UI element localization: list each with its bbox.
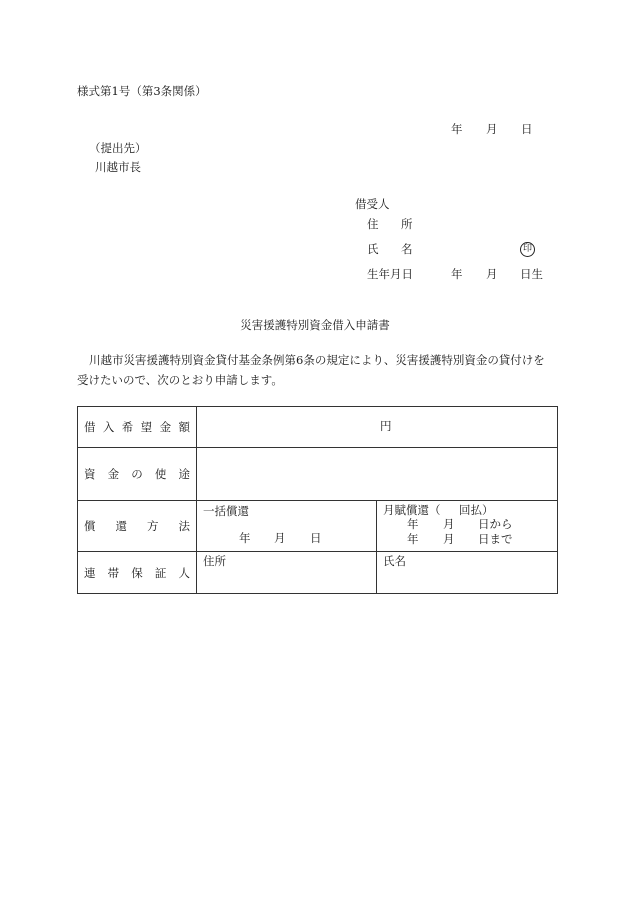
form-number: 様式第1号（第3条関係） xyxy=(77,84,207,98)
repayment-method-label: 償 還 方 法 xyxy=(78,501,197,552)
recipient-name: 川越市長 xyxy=(95,160,141,174)
to-month: 月 xyxy=(443,532,455,546)
to-year: 年 xyxy=(407,532,419,546)
lump-day: 日 xyxy=(310,531,322,545)
lump-year: 年 xyxy=(239,531,251,545)
application-table xyxy=(77,406,558,594)
date-day-label: 日 xyxy=(521,122,533,136)
lump-sum-label: 一括償還 xyxy=(203,504,249,518)
table-row xyxy=(78,552,558,594)
address-label-2: 所 xyxy=(401,217,413,231)
name-label-2: 名 xyxy=(401,242,413,256)
installment-times: 回払） xyxy=(459,503,494,517)
body-line-2: 受けたいので、次のとおり申請します。 xyxy=(77,373,283,387)
birth-day-label: 日生 xyxy=(520,267,543,281)
to-day: 日まで xyxy=(478,532,513,546)
installment-repayment-field[interactable] xyxy=(377,501,558,552)
date-year-label: 年 xyxy=(451,122,463,136)
from-year: 年 xyxy=(407,517,419,531)
guarantor-address-label: 住所 xyxy=(203,554,226,568)
fund-usage-field[interactable] xyxy=(197,448,558,501)
birthdate-label: 生年月日 xyxy=(367,267,413,281)
from-month: 月 xyxy=(443,517,455,531)
borrower-heading: 借受人 xyxy=(355,197,390,211)
requested-amount-field[interactable] xyxy=(197,407,558,448)
from-day: 日から xyxy=(478,517,513,531)
seal-icon: 印 xyxy=(520,242,535,257)
yen-unit: 円 xyxy=(380,419,392,433)
fund-usage-label: 資 金 の 使 途 xyxy=(78,448,197,501)
recipient-label: （提出先） xyxy=(89,141,147,155)
guarantor-name-field[interactable] xyxy=(377,552,558,594)
birth-month-label: 月 xyxy=(486,267,498,281)
joint-guarantor-label: 連 帯 保 証 人 xyxy=(78,552,197,594)
birth-year-label: 年 xyxy=(451,267,463,281)
guarantor-address-field[interactable] xyxy=(197,552,377,594)
lump-sum-repayment-field[interactable] xyxy=(197,501,377,552)
guarantor-name-label: 氏名 xyxy=(383,554,406,568)
table-row xyxy=(78,501,558,552)
table-row xyxy=(78,407,558,448)
installment-label: 月賦償還（ xyxy=(383,503,441,517)
address-label-1: 住 xyxy=(367,217,379,231)
table-row xyxy=(78,448,558,501)
lump-month: 月 xyxy=(274,531,286,545)
date-month-label: 月 xyxy=(486,122,498,136)
requested-amount-label: 借 入 希 望 金 額 xyxy=(78,407,197,448)
document-title: 災害援護特別資金借入申請書 xyxy=(240,318,390,332)
name-label-1: 氏 xyxy=(367,242,379,256)
body-line-1: 川越市災害援護特別資金貸付基金条例第6条の規定により、災害援護特別資金の貸付けを xyxy=(89,353,545,367)
